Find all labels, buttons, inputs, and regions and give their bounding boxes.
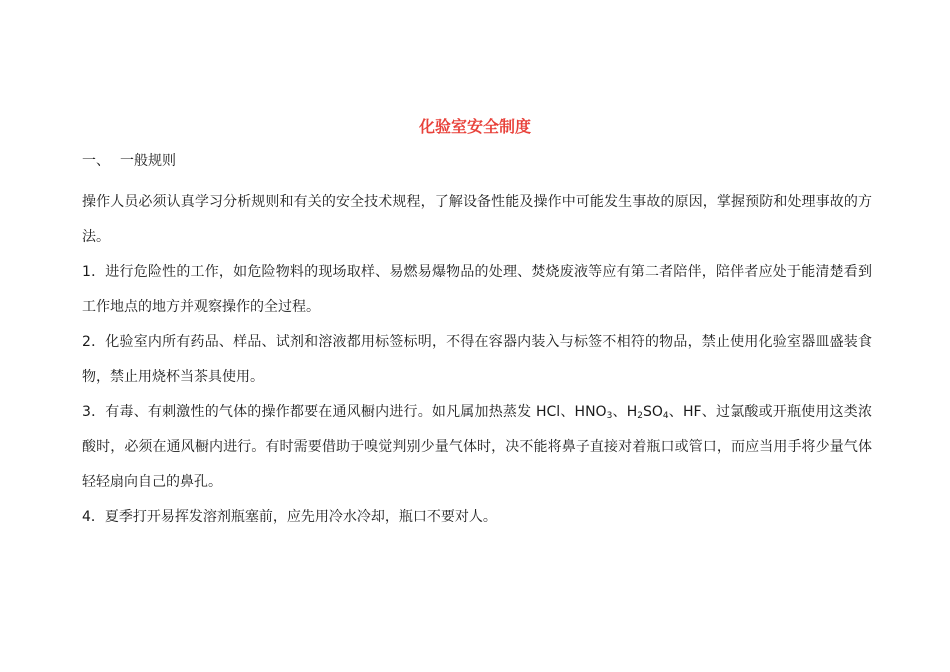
section-heading (82, 151, 176, 171)
subscript-2: 2 (637, 411, 643, 421)
rule-3-text-mid1: 、H (612, 404, 638, 420)
section-number: 一、 (82, 153, 110, 169)
subscript-3: 3 (606, 411, 613, 421)
rule-3-text-mid2: SO (642, 404, 663, 420)
rule-item-2: 2．化验室内所有药品、样品、试剂和溶液都用标签标明，不得在容器内装入与标签不相符的物品，禁止使用化验室器皿盛装食物，禁止用烧杯当茶具使用。 (82, 334, 872, 385)
subscript-4: 4 (662, 411, 669, 421)
rule-3-text-end: 、HF、过氯酸或开瓶使用这类浓酸时，必须在通风橱内进行。有时需要借助于嗅觉判别少量气体时，决不能将鼻子直接对着瓶口或管口，而应当用手将少量气体轻轻扇向自己的鼻孔。 (82, 404, 872, 490)
document-title: 化验室安全制度 (418, 117, 531, 136)
intro-paragraph: 操作人员必须认真学习分析规则和有关的安全技术规程，了解设备性能及操作中可能发生事故的原因，掌握预防和处理事故的方法。 (82, 194, 872, 245)
rule-item-4: 4．夏季打开易挥发溶剂瓶塞前，应先用冷水冷却，瓶口不要对人。 (82, 509, 497, 525)
document-body (82, 185, 872, 535)
rule-item-1: 1．进行危险性的工作，如危险物料的现场取样、易燃易爆物品的处理、焚烧废液等应有第二者陪伴，陪伴者应处于能清楚看到工作地点的地方并观察操作的全过程。 (82, 264, 872, 315)
rule-item-3 (82, 395, 872, 500)
section-title: 一般规则 (120, 153, 176, 169)
rule-3-text-start: 3．有毒、有刺激性的气体的操作都要在通风橱内进行。如凡属加热蒸发 HCl、HNO (82, 404, 607, 420)
